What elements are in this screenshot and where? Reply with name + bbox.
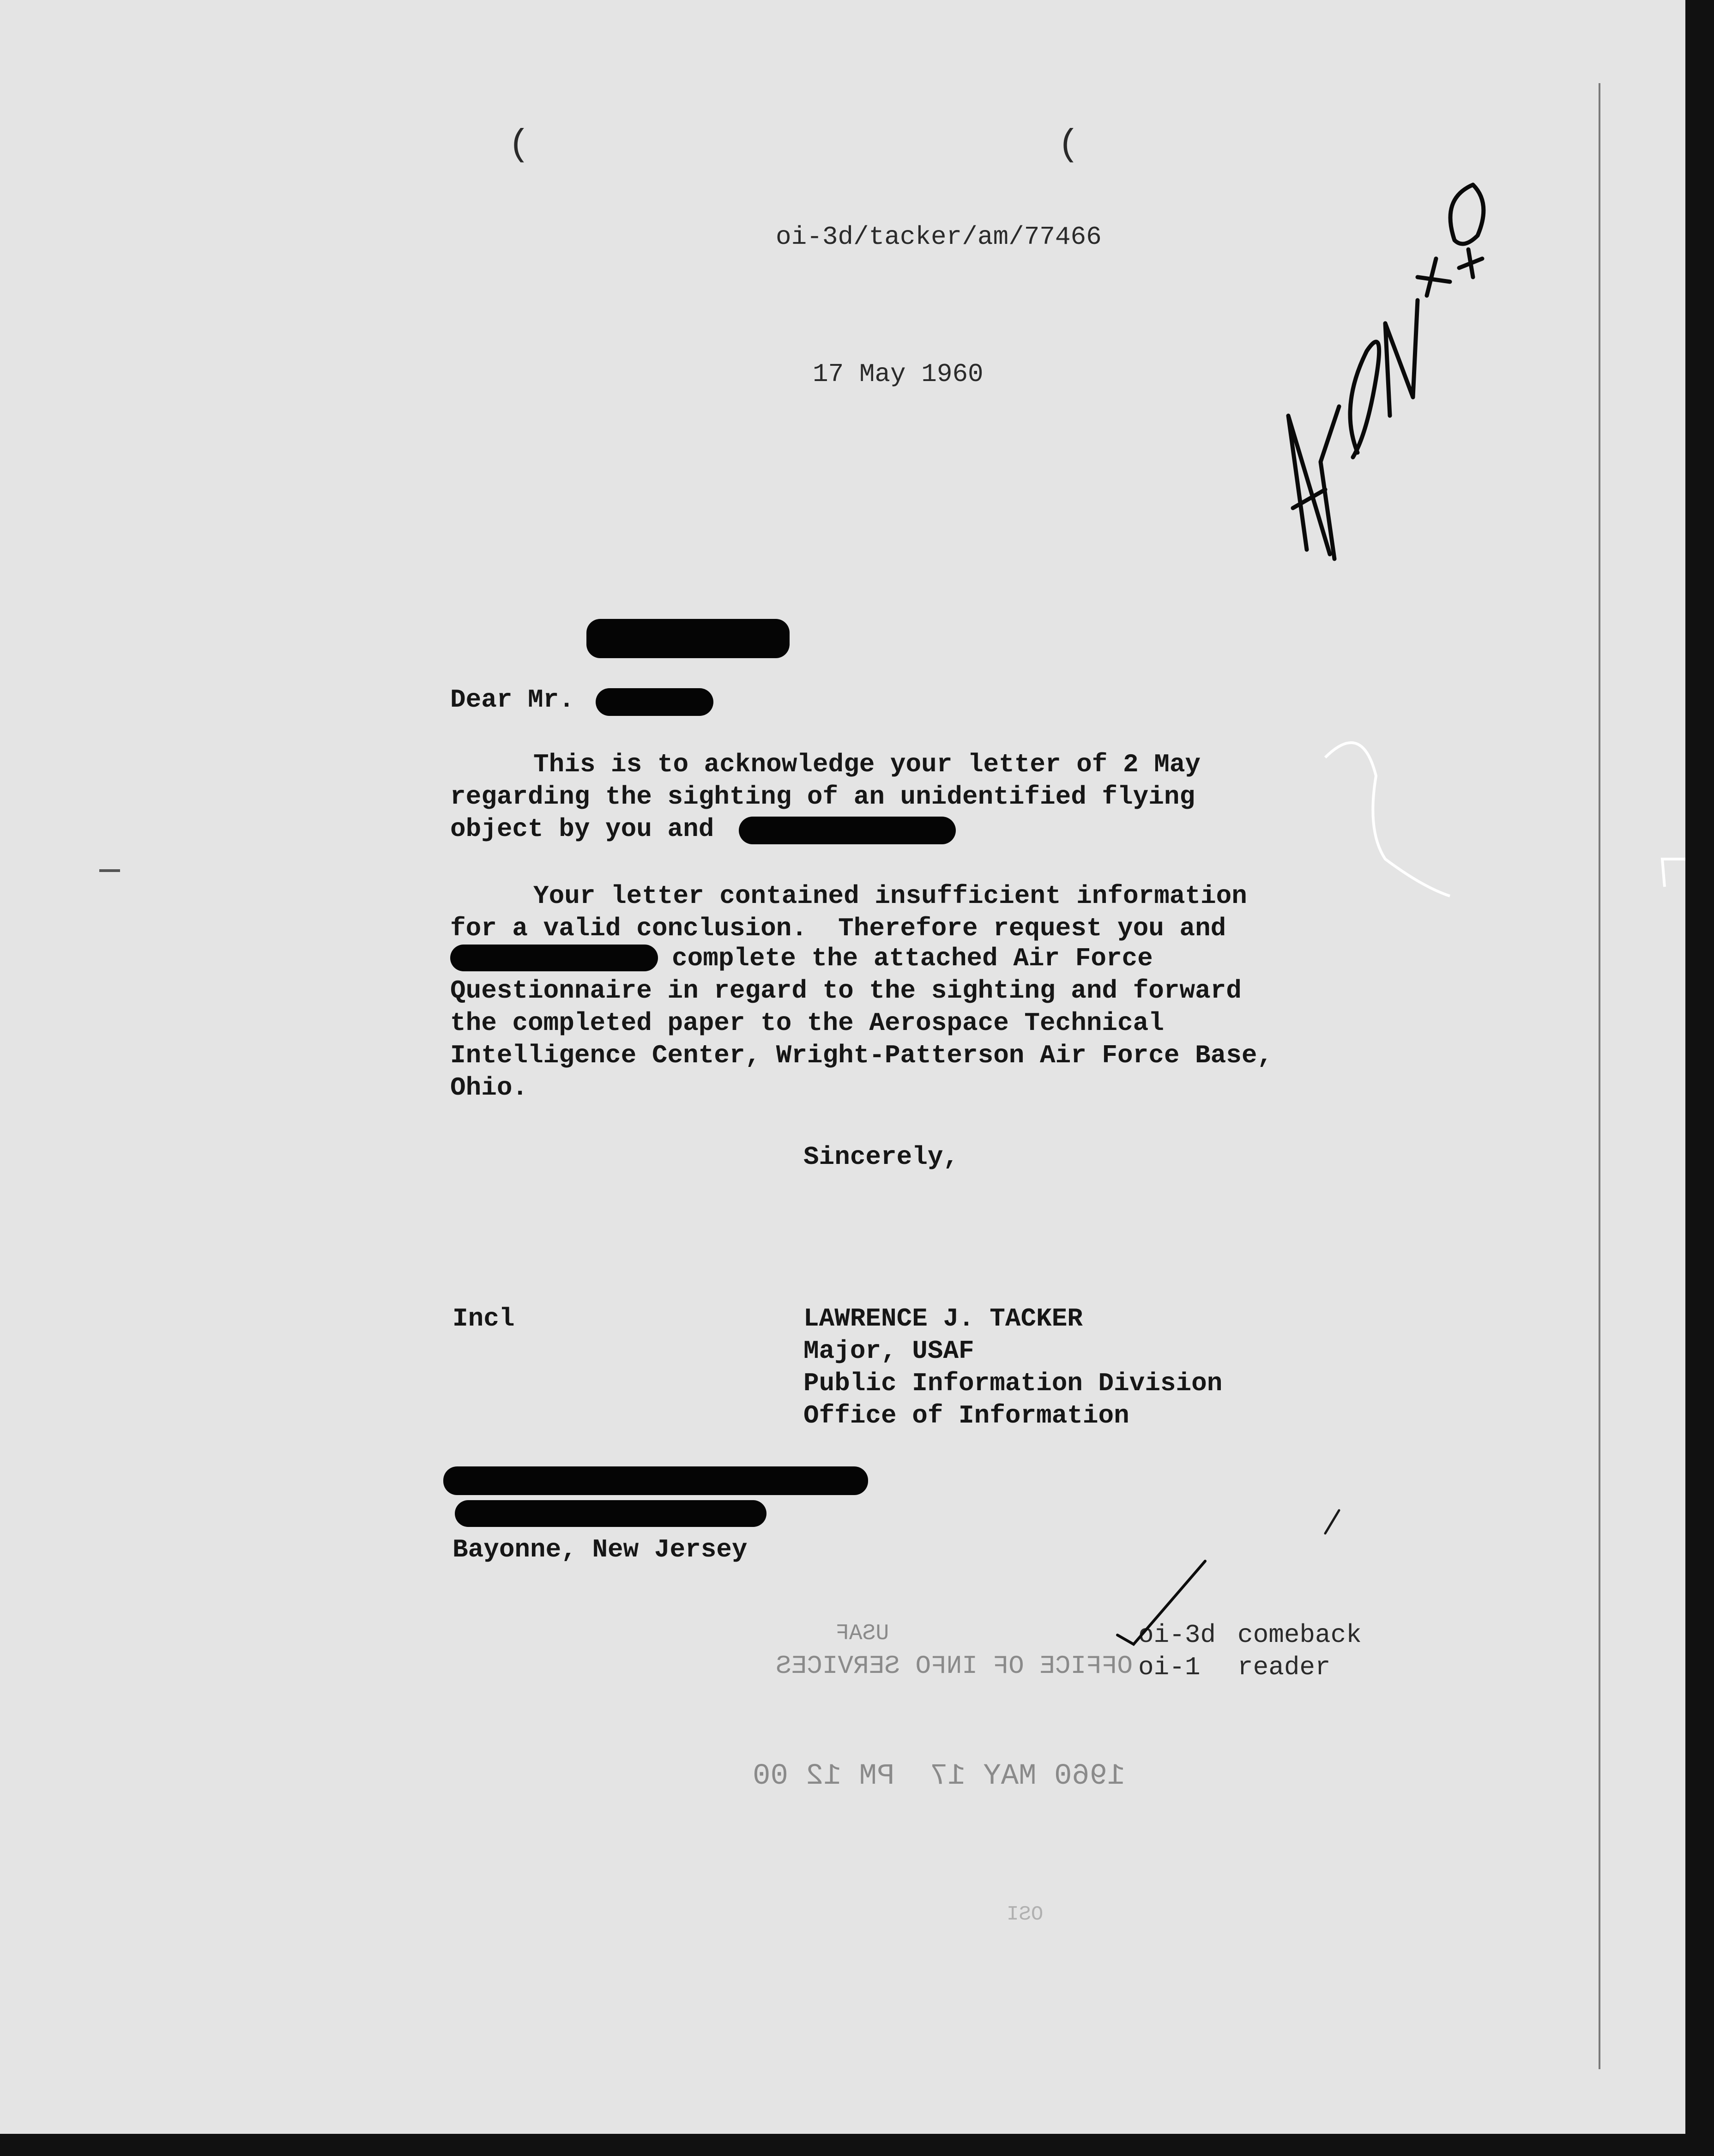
paragraph2-line1: Your letter contained insufficient information xyxy=(533,881,1247,911)
paragraph1-line2: regarding the sighting of an unidentified flying xyxy=(450,782,1195,812)
file-reference: oi-3d/tacker/am/77466 xyxy=(776,222,1102,252)
date-stamp: 1960 MAY 17 PM 12 00 xyxy=(753,1760,1125,1793)
enclosure-note: Incl xyxy=(453,1304,515,1333)
margin-arc-mark xyxy=(1325,743,1450,896)
salutation: Dear Mr. xyxy=(450,685,574,715)
scan-border-bottom xyxy=(0,2134,1714,2156)
routing-note-1: comeback xyxy=(1237,1620,1362,1650)
pen-tick-mark xyxy=(1325,1510,1339,1533)
handwritten-initials xyxy=(1288,185,1484,559)
bottom-stamp: OSI xyxy=(1007,1903,1044,1926)
paragraph2-line5: the completed paper to the Aerospace Technical xyxy=(450,1008,1164,1038)
office-stamp: OFFICE OF INFO SERVICES xyxy=(776,1651,1133,1681)
paragraph2-line4: Questionnaire in regard to the sighting and forward xyxy=(450,976,1242,1005)
routing-code-1: oi-3d xyxy=(1138,1620,1216,1650)
paragraph1-line3: object by you and xyxy=(450,814,714,844)
letter-date: 17 May 1960 xyxy=(813,359,984,389)
paragraph2-line7: Ohio. xyxy=(450,1073,528,1102)
signer-name: LAWRENCE J. TACKER xyxy=(803,1304,1083,1333)
paragraph2-line2: for a valid conclusion. Therefore request you and xyxy=(450,914,1226,943)
signer-office: Office of Information xyxy=(803,1401,1129,1430)
signer-division: Public Information Division xyxy=(803,1369,1223,1398)
scan-border-right xyxy=(1685,0,1714,2156)
paragraph1-line1: This is to acknowledge your letter of 2 May xyxy=(533,750,1201,779)
paragraph2-line3: complete the attached Air Force xyxy=(672,944,1153,973)
address-city: Bayonne, New Jersey xyxy=(453,1535,748,1564)
punch-mark-left: ( xyxy=(508,124,531,166)
signer-rank: Major, USAF xyxy=(803,1336,974,1366)
routing-note-2: reader xyxy=(1237,1653,1331,1682)
closing: Sincerely, xyxy=(803,1142,959,1172)
routing-check-mark xyxy=(1117,1561,1205,1644)
paragraph2-line6: Intelligence Center, Wright-Patterson Air Force Base, xyxy=(450,1041,1273,1070)
routing-code-2: oi-1 xyxy=(1138,1653,1201,1682)
office-stamp-top: USAF xyxy=(836,1621,889,1646)
margin-edge-mark xyxy=(1662,859,1685,887)
punch-mark-right: ( xyxy=(1057,124,1080,166)
